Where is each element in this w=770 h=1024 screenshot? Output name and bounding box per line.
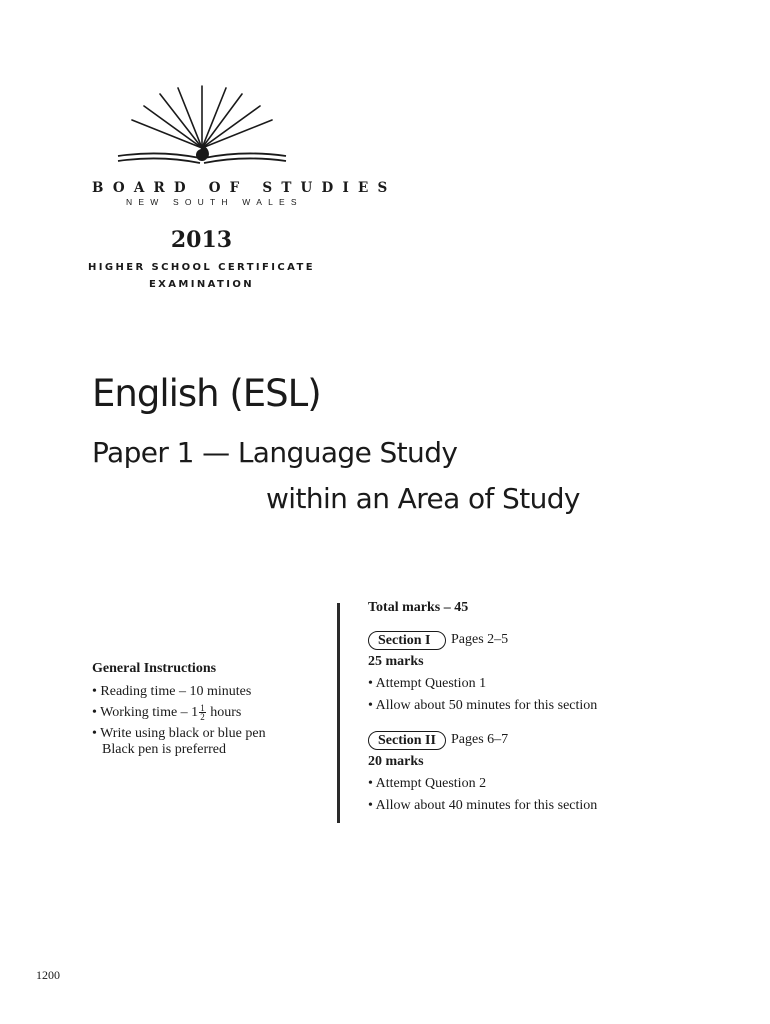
working-time-prefix: • Working time – 1 [92, 705, 199, 720]
pen-instruction: • Write using black or blue pen [92, 726, 266, 741]
section-2-instruction: • Attempt Question 2 [368, 776, 487, 791]
section-2-pages: Pages 6–7 [451, 732, 509, 747]
pen-preference: Black pen is preferred [102, 742, 226, 757]
paper-subtitle-line2: within an Area of Study [266, 482, 580, 515]
working-time [92, 702, 332, 723]
section-1-instruction: • Allow about 50 minutes for this section [368, 698, 598, 713]
working-time-suffix: hours [206, 705, 242, 720]
board-state: NEW SOUTH WALES [126, 197, 303, 207]
section-1-badge: Section I [368, 631, 446, 650]
exam-name-line1: HIGHER SCHOOL CERTIFICATE [88, 262, 315, 273]
section-2-badge: Section II [368, 731, 446, 750]
fraction-denominator: 2 [200, 712, 205, 723]
column-divider [337, 603, 340, 823]
exam-summary [368, 598, 668, 817]
paper-subtitle-line1: Paper 1 — Language Study [92, 436, 458, 469]
section-2-header [368, 729, 668, 751]
working-time-fraction [199, 704, 206, 721]
exam-name-line2: EXAMINATION [148, 279, 255, 290]
general-instructions [92, 661, 332, 759]
section-2-instruction: • Allow about 40 minutes for this section [368, 798, 598, 813]
section-1-header [368, 629, 668, 651]
section-1-pages: Pages 2–5 [451, 632, 509, 647]
paper-code: 1200 [36, 968, 60, 982]
reading-time: • Reading time – 10 minutes [92, 684, 252, 699]
section-1-marks: 25 marks [368, 654, 424, 669]
board-of-studies-logo-icon [114, 84, 290, 166]
fraction-numerator: 1 [200, 703, 205, 714]
total-marks: Total marks – 45 [368, 600, 469, 615]
section-2-marks: 20 marks [368, 754, 424, 769]
section-1-instruction: • Attempt Question 1 [368, 676, 487, 691]
paper-title: English (ESL) [92, 372, 321, 415]
exam-year: 2013 [170, 227, 233, 253]
board-name: BOARD OF STUDIES [92, 180, 397, 196]
general-instructions-heading: General Instructions [92, 661, 217, 676]
